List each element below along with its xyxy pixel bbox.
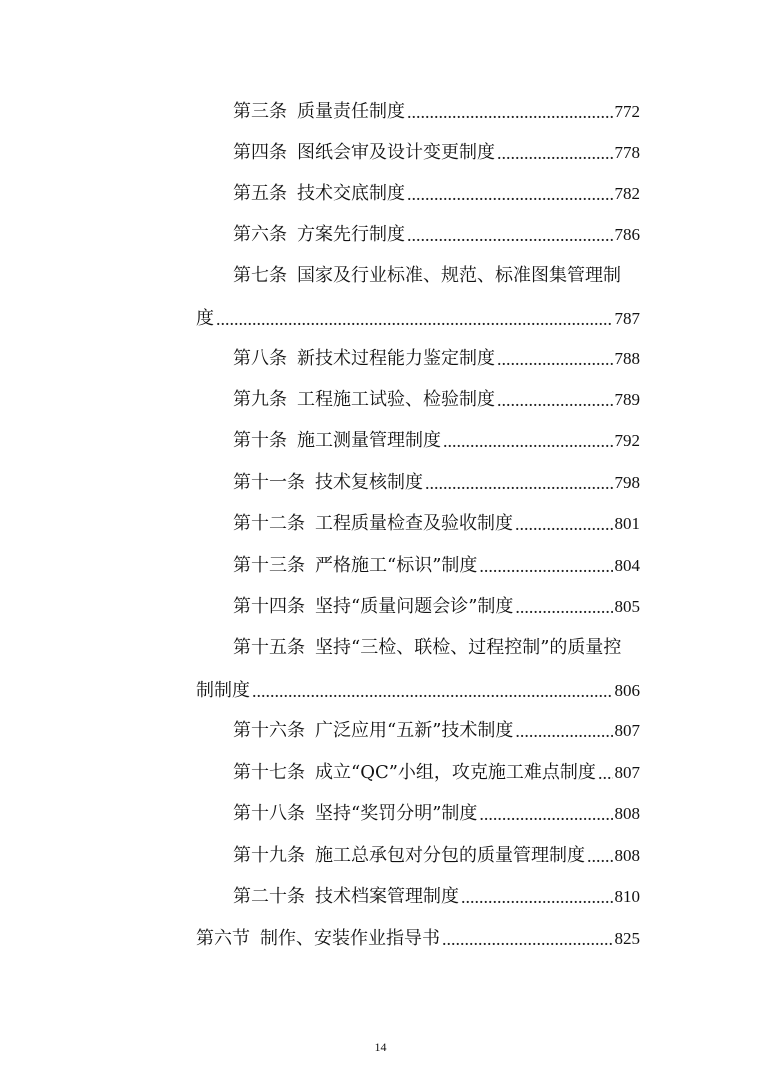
- toc-entry-page: 807: [614, 721, 640, 740]
- toc-entry[interactable]: [233, 878, 640, 908]
- toc-entry[interactable]: [233, 837, 640, 867]
- dot-leader: [515, 596, 612, 618]
- toc-entry-number: 第十九条: [233, 845, 305, 866]
- toc-entry-number: 第四条: [233, 142, 287, 163]
- toc-entry-title: 质量责任制度: [297, 101, 405, 122]
- dot-leader: [515, 720, 612, 742]
- toc-entry-title: 施工测量管理制度: [297, 430, 441, 451]
- toc-entry[interactable]: [233, 505, 640, 535]
- toc-entry-wrapped-line2[interactable]: [196, 300, 640, 330]
- toc-entry-title: 坚持“质量问题会诊”制度: [315, 596, 514, 617]
- dot-leader: [497, 389, 613, 411]
- toc-entry[interactable]: [233, 422, 640, 452]
- toc-entry-title: 坚持“奖罚分明”制度: [315, 803, 478, 824]
- toc-entry[interactable]: [233, 93, 640, 123]
- toc-entry-title: 工程质量检查及验收制度: [315, 513, 513, 534]
- toc-entry-number: 第十五条: [233, 637, 305, 658]
- toc-entry-number: 第七条: [233, 265, 287, 286]
- toc-entry-page: 787: [614, 309, 640, 328]
- toc-entry-title: 广泛应用“五新”技术制度: [315, 720, 514, 741]
- toc-entry-page: 806: [614, 681, 640, 700]
- toc-entry-page: 798: [614, 473, 640, 492]
- toc-entry-page: 786: [614, 225, 640, 244]
- toc-entry[interactable]: [233, 464, 640, 494]
- toc-entry-page: 804: [614, 556, 640, 575]
- toc-entry-page: 808: [614, 846, 640, 865]
- dot-leader: [407, 101, 613, 123]
- toc-entry-title: 技术复核制度: [315, 472, 423, 493]
- toc-entry-number: 第十六条: [233, 720, 305, 741]
- toc-entry-number: 第十四条: [233, 596, 305, 617]
- dot-leader: [407, 183, 613, 205]
- toc-entry-title: 严格施工“标识”制度: [315, 555, 478, 576]
- toc-entry-page: 782: [614, 184, 640, 203]
- toc-entry-number: 第十二条: [233, 513, 305, 534]
- toc-entry-title-continued: 制制度: [196, 680, 250, 701]
- toc-entry-page: 792: [614, 431, 640, 450]
- toc-entry-page: 805: [614, 597, 640, 616]
- toc-entry[interactable]: [233, 175, 640, 205]
- toc-entry-page: 772: [614, 102, 640, 121]
- toc-entry[interactable]: [233, 216, 640, 246]
- toc-entry-number: 第五条: [233, 183, 287, 204]
- toc-entry-title: 图纸会审及设计变更制度: [297, 142, 495, 163]
- toc-entry[interactable]: [233, 712, 640, 742]
- toc-entry[interactable]: [233, 754, 640, 784]
- toc-entry-number: 第十八条: [233, 803, 305, 824]
- toc-entry-number: 第十七条: [233, 762, 305, 783]
- toc-entry-page: 778: [614, 143, 640, 162]
- toc-entry-title: 工程施工试验、检验制度: [297, 389, 495, 410]
- toc-entry[interactable]: [233, 795, 640, 825]
- toc-entry-number: 第八条: [233, 348, 287, 369]
- toc-entry-page: 807: [614, 763, 640, 782]
- toc-entry-wrapped-line1[interactable]: [233, 637, 621, 659]
- toc-entry-number: 第三条: [233, 101, 287, 122]
- toc-section-title: 制作、安装作业指导书: [260, 928, 440, 949]
- toc-entry-number: 第六条: [233, 224, 287, 245]
- dot-leader: [587, 845, 613, 867]
- toc-entry-title: 技术交底制度: [297, 183, 405, 204]
- dot-leader: [497, 348, 613, 370]
- toc-section-page: 825: [614, 929, 640, 948]
- toc-entry-number: 第九条: [233, 389, 287, 410]
- page-number: 14: [374, 1040, 387, 1054]
- dot-leader: [252, 680, 613, 702]
- dot-leader: [407, 224, 613, 246]
- toc-entry-title: 国家及行业标准、规范、标准图集管理制: [297, 265, 621, 286]
- toc-entry-title: 技术档案管理制度: [315, 886, 459, 907]
- toc-entry[interactable]: [233, 340, 640, 370]
- toc-entry[interactable]: [233, 588, 640, 618]
- toc-entry-title: 方案先行制度: [297, 224, 405, 245]
- dot-leader: [497, 142, 613, 164]
- toc-entry-page: 808: [614, 804, 640, 823]
- toc-entry-title: 新技术过程能力鉴定制度: [297, 348, 495, 369]
- toc-entry-number: 第十三条: [233, 555, 305, 576]
- toc-entry-wrapped-line2[interactable]: [196, 672, 640, 702]
- toc-entry-number: 第二十条: [233, 886, 305, 907]
- toc-entry[interactable]: [233, 381, 640, 411]
- toc-entry-wrapped-line1[interactable]: [233, 265, 621, 287]
- toc-entry-title: 施工总承包对分包的质量管理制度: [315, 845, 585, 866]
- dot-leader: [425, 472, 613, 494]
- dot-leader: [216, 308, 613, 330]
- toc-entry[interactable]: [233, 547, 640, 577]
- toc-entry-page: 810: [614, 887, 640, 906]
- toc-entry-number: 第十条: [233, 430, 287, 451]
- dot-leader: [479, 555, 612, 577]
- toc-entry-title-continued: 度: [196, 308, 214, 329]
- toc-entry-page: 801: [614, 514, 640, 533]
- toc-entry-title: 坚持“三检、联检、过程控制”的质量控: [315, 637, 622, 658]
- toc-entry-page: 788: [614, 349, 640, 368]
- dot-leader: [442, 928, 613, 950]
- dot-leader: [479, 803, 612, 825]
- toc-section-number: 第六节: [196, 928, 250, 949]
- toc-entry-title: 成立“QC”小组，攻克施工难点制度: [315, 762, 596, 783]
- toc-entry[interactable]: [233, 134, 640, 164]
- dot-leader: [598, 762, 613, 784]
- toc-section[interactable]: [196, 920, 640, 950]
- toc-entry-page: 789: [614, 390, 640, 409]
- toc-entry-number: 第十一条: [233, 472, 305, 493]
- dot-leader: [443, 430, 613, 452]
- dot-leader: [461, 886, 613, 908]
- dot-leader: [515, 513, 613, 535]
